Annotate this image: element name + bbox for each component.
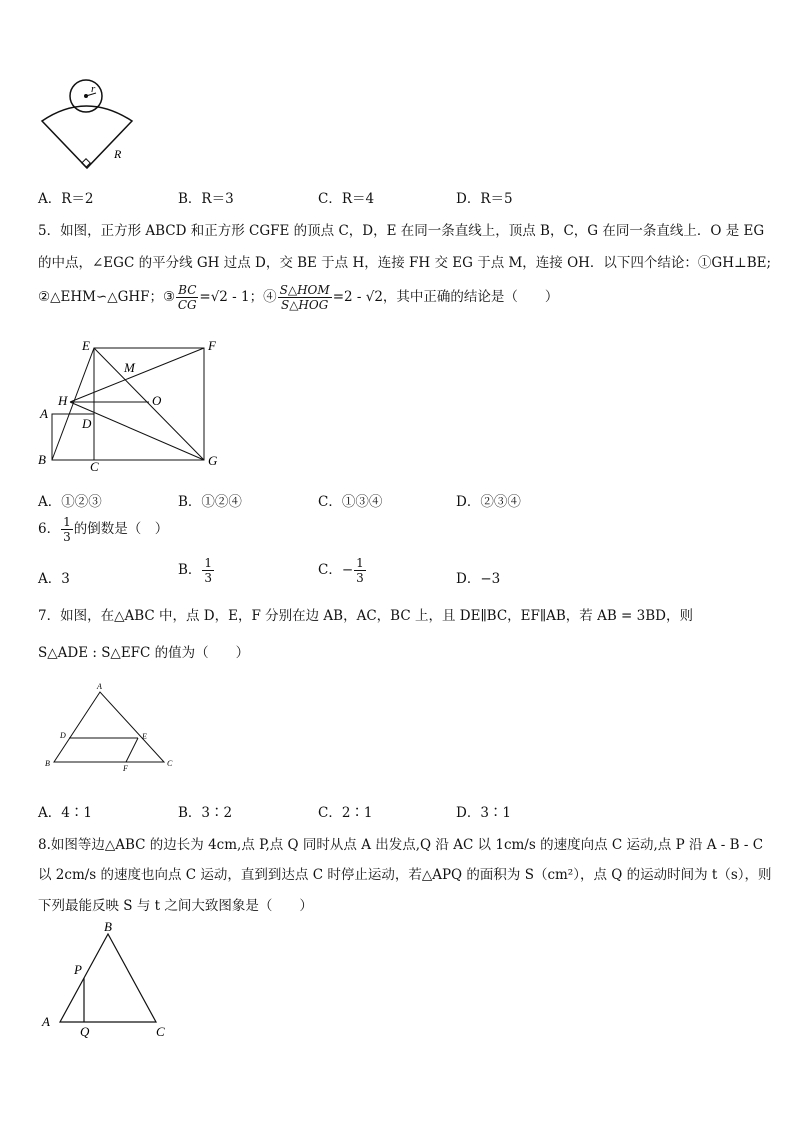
q4-option-d[interactable]: D．R＝5 bbox=[456, 191, 513, 207]
q6-option-b[interactable]: B． $\frac{1}{3}$ bbox=[178, 556, 213, 585]
q7-figure bbox=[40, 682, 180, 772]
q5-label-b: B bbox=[38, 452, 46, 467]
q5-label-d: D bbox=[82, 416, 92, 431]
q7-label-e: E bbox=[142, 732, 147, 741]
q6-question: 的倒数是（ ） bbox=[73, 521, 169, 537]
q5-label-g: G bbox=[208, 453, 218, 468]
q6-text bbox=[38, 515, 168, 544]
q6-number: 6． bbox=[38, 521, 61, 537]
q7-text-line2: S△ADE : S△EFC 的值为（ ） bbox=[38, 645, 250, 661]
q7-label-b: B bbox=[45, 759, 50, 768]
q5-text-line2: 的中点，∠EGC 的平分线 GH 过点 D，交 BE 于点 H，连接 FH 交 EG 于点 M，连接 OH．以下四个结论：①GH⊥BE; bbox=[38, 255, 772, 271]
q7-label-a: A bbox=[97, 682, 102, 691]
q5-label-a: A bbox=[40, 406, 48, 421]
q7-triangle-abc bbox=[54, 692, 164, 762]
q8-text-line1: 8.如图等边△ABC 的边长为 4cm,点 P,点 Q 同时从点 A 出发点,Q 沿 AC 以 1cm/s 的速度向点 C 运动,点 P 沿 A - B - C bbox=[38, 837, 764, 853]
q8-label-b: B bbox=[104, 919, 112, 934]
q8-label-p: P bbox=[74, 962, 82, 977]
q8-triangle-abc bbox=[60, 934, 156, 1022]
q5-label-m: M bbox=[124, 360, 135, 375]
q5-figure bbox=[32, 338, 232, 474]
q5-option-b[interactable]: B．①②④ bbox=[178, 494, 242, 510]
q7-option-c[interactable]: C．2∶1 bbox=[318, 805, 373, 821]
q7-text-line1: 7．如图，在△ABC 中，点 D，E，F 分别在边 AB，AC，BC 上，且 DE∥BC，EF∥AB，若 AB = 3BD，则 bbox=[38, 608, 693, 624]
q4-option-c[interactable]: C．R＝4 bbox=[318, 191, 375, 207]
q4-option-a[interactable]: A．R＝2 bbox=[38, 191, 94, 207]
q5-conclusion-4-rest: =2 - √2，其中正确的结论是（ ） bbox=[332, 289, 559, 305]
q6-option-c[interactable]: C．− $\frac{1}{3}$ bbox=[318, 556, 364, 585]
q5-segment-fh bbox=[70, 348, 204, 402]
q5-label-c: C bbox=[90, 459, 99, 474]
q7-option-d[interactable]: D．3∶1 bbox=[456, 805, 512, 821]
q4-figure bbox=[36, 76, 146, 176]
q6-option-d[interactable]: D．−3 bbox=[456, 571, 501, 587]
q5-conclusion-2: ②△EHM∽△GHF；③ bbox=[38, 289, 176, 305]
q7-segment-ef bbox=[126, 738, 138, 762]
q5-fraction-bc-cg: $\frac{BC}{CG}$ bbox=[177, 283, 197, 312]
q8-label-a: A bbox=[42, 1014, 50, 1029]
q5-label-h: H bbox=[58, 393, 68, 408]
q5-fraction-area: $\frac{\text{S△HOM}}{\text{S△HOG}}$ bbox=[279, 283, 330, 312]
q8-text-line3: 下列最能反映 S 与 t 之间大致图象是（ ） bbox=[38, 898, 313, 914]
q5-text-line3 bbox=[38, 283, 558, 312]
q8-label-c: C bbox=[156, 1024, 165, 1038]
q5-option-d[interactable]: D．②③④ bbox=[456, 494, 521, 510]
q7-label-c: C bbox=[167, 759, 173, 768]
q5-segment-hg bbox=[70, 402, 204, 460]
q5-text-line1: 5．如图，正方形 ABCD 和正方形 CGFE 的顶点 C，D，E 在同一条直线上，顶点 B，C，G 在同一条直线上．O 是 EG bbox=[38, 223, 765, 239]
q5-option-c[interactable]: C．①③④ bbox=[318, 494, 383, 510]
q7-label-d: D bbox=[60, 731, 66, 740]
q7-option-b[interactable]: B．3∶2 bbox=[178, 805, 233, 821]
q8-figure bbox=[36, 918, 176, 1038]
q5-label-e: E bbox=[82, 338, 90, 353]
q5-label-f: F bbox=[208, 338, 216, 353]
q8-text-line2: 以 2cm/s 的速度也向点 C 运动，直到到达点 C 时停止运动，若△APQ 的面积为 S（cm²），点 Q 的运动时间为 t（s），则 bbox=[38, 867, 772, 883]
q4-label-r: r bbox=[91, 83, 96, 95]
q4-label-R: R bbox=[114, 147, 122, 161]
q6-option-a[interactable]: A．3 bbox=[38, 571, 70, 587]
q8-label-q: Q bbox=[80, 1024, 90, 1038]
q4-option-b[interactable]: B．R＝3 bbox=[178, 191, 234, 207]
q5-label-o: O bbox=[152, 393, 162, 408]
q5-option-a[interactable]: A．①②③ bbox=[38, 494, 102, 510]
q6-fraction: $\frac{1}{3}$ bbox=[63, 515, 71, 544]
q5-segment-eg bbox=[94, 348, 204, 460]
q7-option-a[interactable]: A．4∶1 bbox=[38, 805, 92, 821]
q7-label-f: F bbox=[123, 764, 128, 772]
q5-conclusion-3-rest: =√2 - 1；④ bbox=[199, 289, 277, 305]
